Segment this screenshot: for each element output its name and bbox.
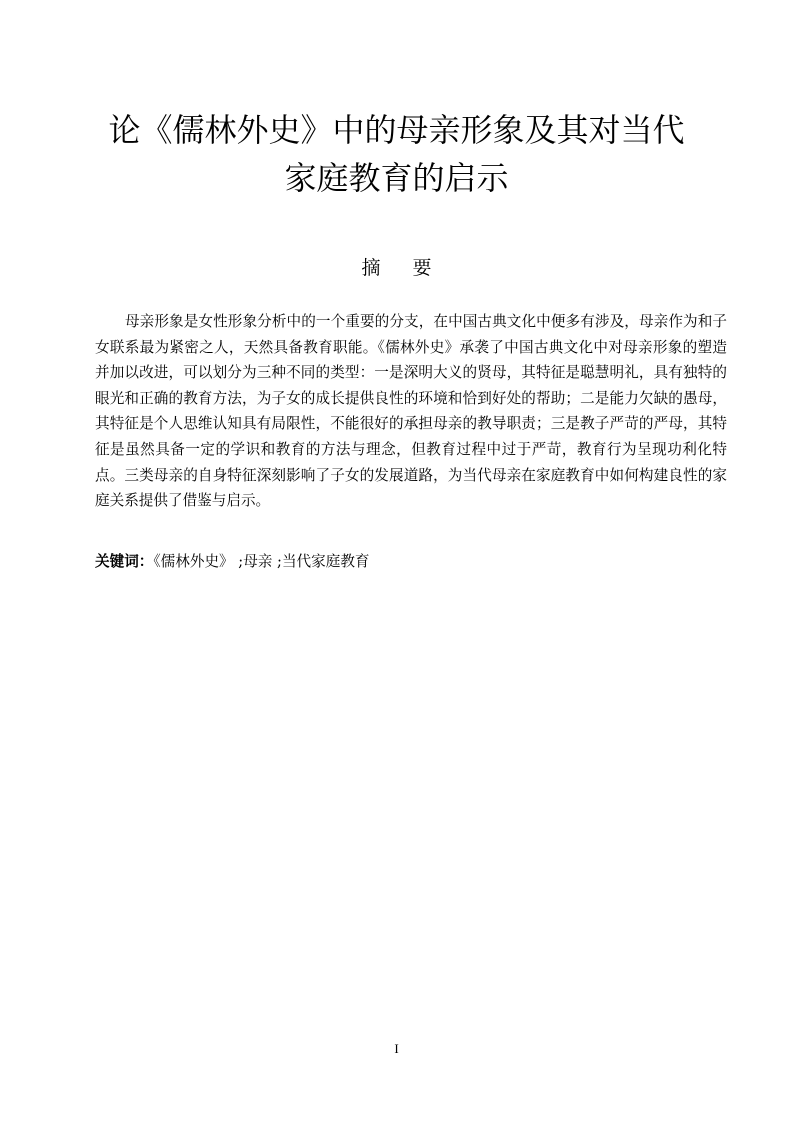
page-number: I — [394, 1041, 399, 1056]
keywords-line — [95, 549, 727, 575]
abstract-body: 母亲形象是女性形象分析中的一个重要的分支，在中国古典文化中便多有涉及，母亲作为和子女联系最为紧密之人，天然具备教育职能。《儒林外史》承袭了中国古典文化中对母亲形象的塑造并加以改进，可以划分为三种不同的类型：一是深明大义的贤母，其特征是聪慧明礼，具有独特的眼光和正确的教育方法，为子女的成长提供良性的环境和恰到好处的帮助；二是能力欠缺的愚母，其特征是个人思维认知具有局限性，不能很好的承担母亲的教导职责；三是教子严苛的严母，其特征是虽然具备一定的学识和教育的方法与理念，但教育过程中过于严苛，教育行为呈现功利化特点。三类母亲的自身特征深刻影响了子女的发展道路，为当代母亲在家庭教育中如何构建良性的家庭关系提供了借鉴与启示。 — [95, 313, 727, 510]
keywords-label: 关键词： — [95, 553, 154, 570]
keywords-text: 《儒林外史》 ;母亲 ;当代家庭教育 — [153, 553, 370, 570]
title-line-1: 论《儒林外史》中的母亲形象及其对当代 — [108, 111, 685, 149]
title-line-2: 家庭教育的启示 — [284, 159, 509, 197]
abstract-heading: 摘要 — [361, 257, 464, 279]
